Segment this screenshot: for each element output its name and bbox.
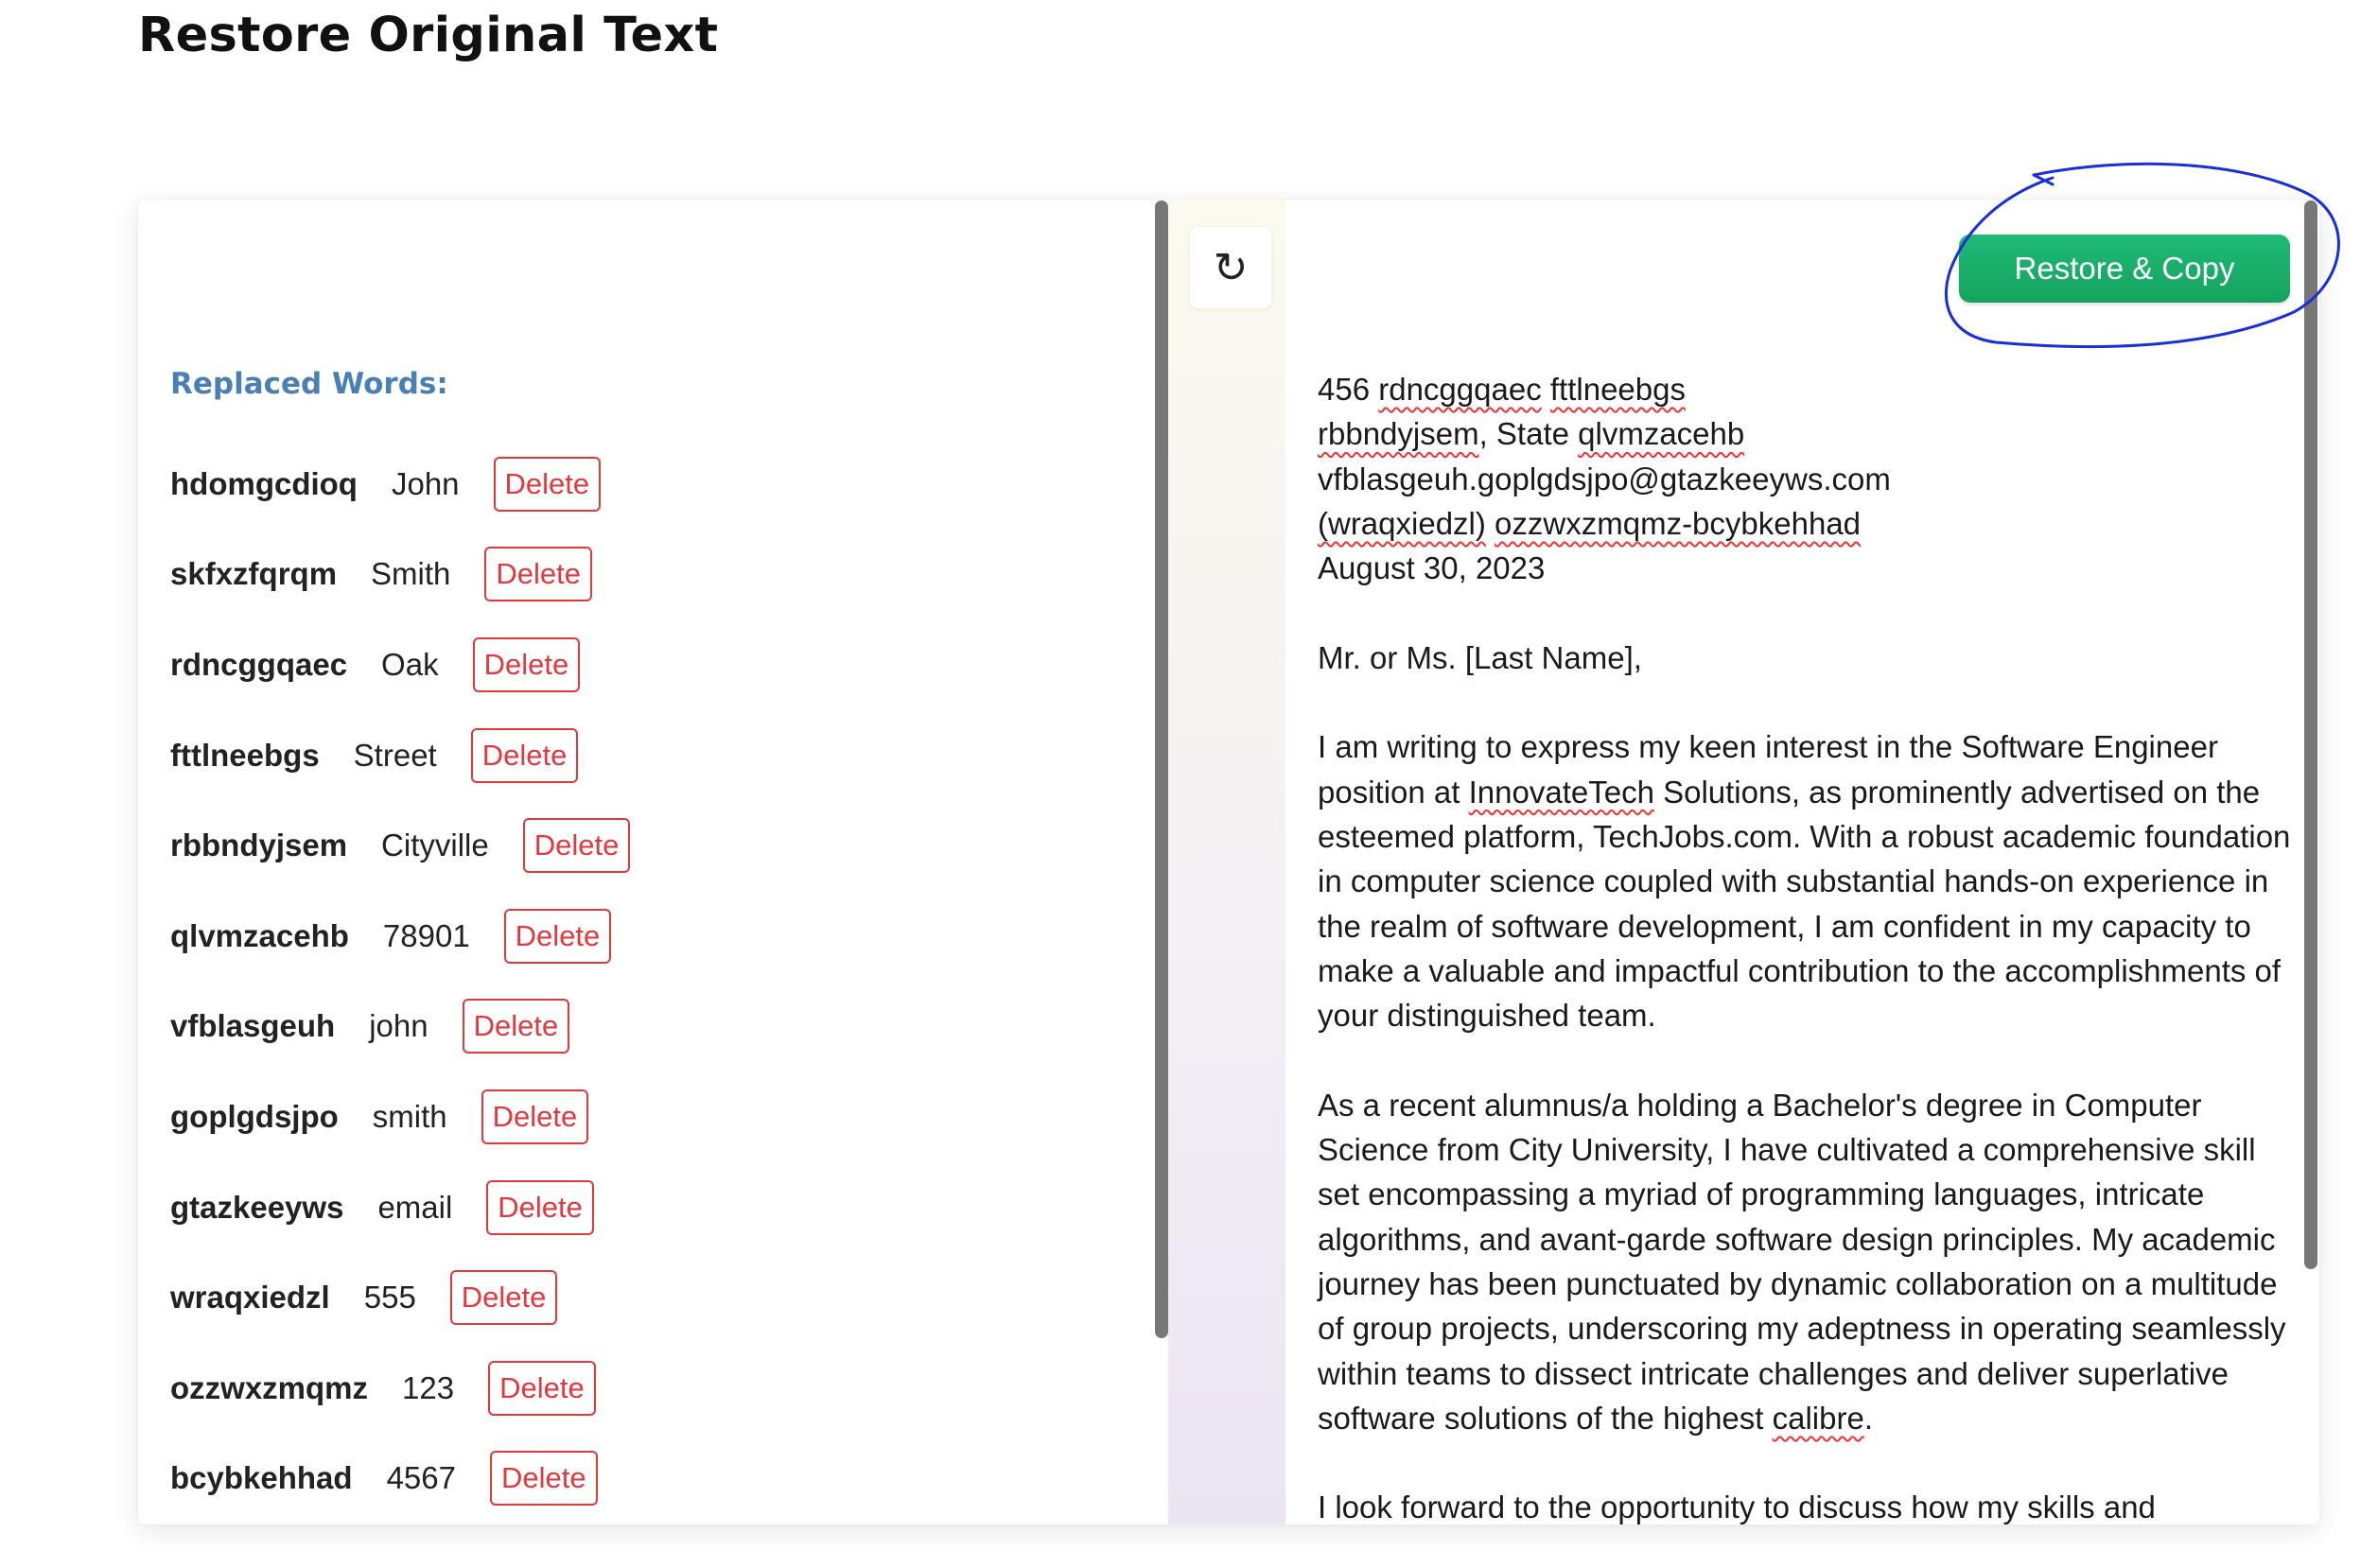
address-line-2: rbbndyjsem, State qlvmzacehb [1318, 416, 1745, 452]
restore-card [138, 200, 2319, 1524]
replaced-word-row [170, 1162, 1116, 1253]
restore-copy-button[interactable]: Restore & Copy [1959, 235, 2290, 303]
delete-button[interactable]: Delete [471, 728, 579, 783]
replaced-word-original: Street [353, 737, 437, 773]
middle-divider [1168, 200, 1285, 1524]
replaced-word-row [170, 619, 1116, 710]
delete-button[interactable]: Delete [484, 547, 592, 601]
replaced-word-key: vfblasgeuh [170, 1008, 336, 1044]
left-panel-scrollbar[interactable] [1155, 200, 1168, 1338]
replaced-word-row [170, 530, 1116, 620]
replaced-word-row [170, 800, 1116, 891]
delete-button[interactable]: Delete [473, 637, 581, 692]
delete-button[interactable]: Delete [450, 1270, 558, 1325]
address-line-1: 456 rdncggqaec fttlneebgs [1318, 372, 1686, 407]
replaced-word-original: Oak [381, 646, 439, 682]
replaced-word-row [170, 1434, 1116, 1524]
replaced-word-original: 555 [363, 1280, 416, 1315]
replaced-word-row [170, 1343, 1116, 1434]
replaced-word-key: rbbndyjsem [170, 828, 348, 863]
replaced-word-original: 78901 [382, 917, 470, 953]
right-panel-scrollbar[interactable] [2304, 200, 2317, 1269]
replaced-word-row [170, 1071, 1116, 1162]
paragraph-1: I am writing to express my keen interest in the Software Engineer position at InnovateTech Solutions, as prominently advertised on the esteemed platform, TechJobs.com. With a robust academic foundation in computer science coupled with substantial hands-on experience in the realm of software development, I am confident in my capacity to make a valuable and impactful contribution to the accomplishments of your distinguished team. [1318, 729, 2291, 1034]
date-line: August 30, 2023 [1318, 550, 1546, 586]
replaced-words-list [170, 439, 1116, 1524]
delete-button[interactable]: Delete [486, 1180, 594, 1235]
delete-button[interactable]: Delete [504, 909, 612, 964]
replaced-word-key: goplgdsjpo [170, 1098, 339, 1134]
replaced-word-row [170, 439, 1116, 530]
delete-button[interactable]: Delete [494, 457, 602, 512]
delete-button[interactable]: Delete [523, 818, 631, 873]
replaced-word-original: Smith [371, 556, 451, 592]
replaced-word-key: bcybkehhad [170, 1460, 353, 1496]
replaced-word-row [170, 891, 1116, 982]
replaced-word-original: 123 [402, 1369, 455, 1405]
refresh-button[interactable] [1190, 227, 1271, 308]
replaced-word-key: fttlneebgs [170, 737, 320, 773]
delete-button[interactable]: Delete [488, 1361, 596, 1416]
delete-button[interactable]: Delete [481, 1089, 589, 1144]
replaced-words-panel [138, 200, 1160, 1524]
replaced-word-original: Cityville [381, 828, 489, 863]
email-line: vfblasgeuh.goplgdsjpo@gtazkeeyws.com [1318, 461, 1891, 497]
replaced-word-key: ozzwxzmqmz [170, 1369, 369, 1405]
replaced-word-key: gtazkeeyws [170, 1189, 344, 1225]
salutation: Mr. or Ms. [Last Name], [1318, 639, 1642, 675]
delete-button[interactable]: Delete [490, 1451, 598, 1506]
restored-text-panel [1285, 200, 2304, 1524]
replaced-word-original: John [391, 465, 460, 501]
replaced-word-row [170, 710, 1116, 801]
replaced-word-key: qlvmzacehb [170, 917, 349, 953]
replaced-word-row [170, 982, 1116, 1072]
delete-button[interactable]: Delete [463, 999, 570, 1054]
paragraph-3: I look forward to the opportunity to discuss how my skills and [1318, 1490, 2156, 1524]
paragraph-2: As a recent alumnus/a holding a Bachelor's degree in Computer Science from City University, I have cultivated a comprehensive skill set encompassing a myriad of programming languages, intricate algorithms, and avant-garde software design principles. My academic journey has been punctuated by dynamic collaboration on a multitude of group projects, underscoring my adeptness in operating seamlessly within teams to dissect intricate challenges and deliver superlative software solutions of the highest calibre. [1318, 1087, 2286, 1436]
replaced-word-original: smith [372, 1098, 447, 1134]
replaced-word-key: skfxzfqrqm [170, 556, 338, 592]
restored-text-output[interactable] [1318, 367, 2292, 1524]
replaced-word-original: 4567 [386, 1460, 456, 1496]
replaced-word-original: email [377, 1189, 453, 1225]
replaced-word-key: hdomgcdioq [170, 465, 358, 501]
page-title: Restore Original Text [138, 8, 719, 63]
refresh-icon: ↻ [1213, 243, 1249, 292]
replaced-word-key: rdncggqaec [170, 646, 348, 682]
replaced-word-key: wraqxiedzl [170, 1280, 330, 1315]
replaced-word-original: john [369, 1008, 428, 1044]
replaced-word-row [170, 1252, 1116, 1343]
phone-line: (wraqxiedzl) ozzwxzmqmz-bcybkehhad [1318, 505, 1862, 541]
replaced-words-heading: Replaced Words: [170, 367, 448, 401]
